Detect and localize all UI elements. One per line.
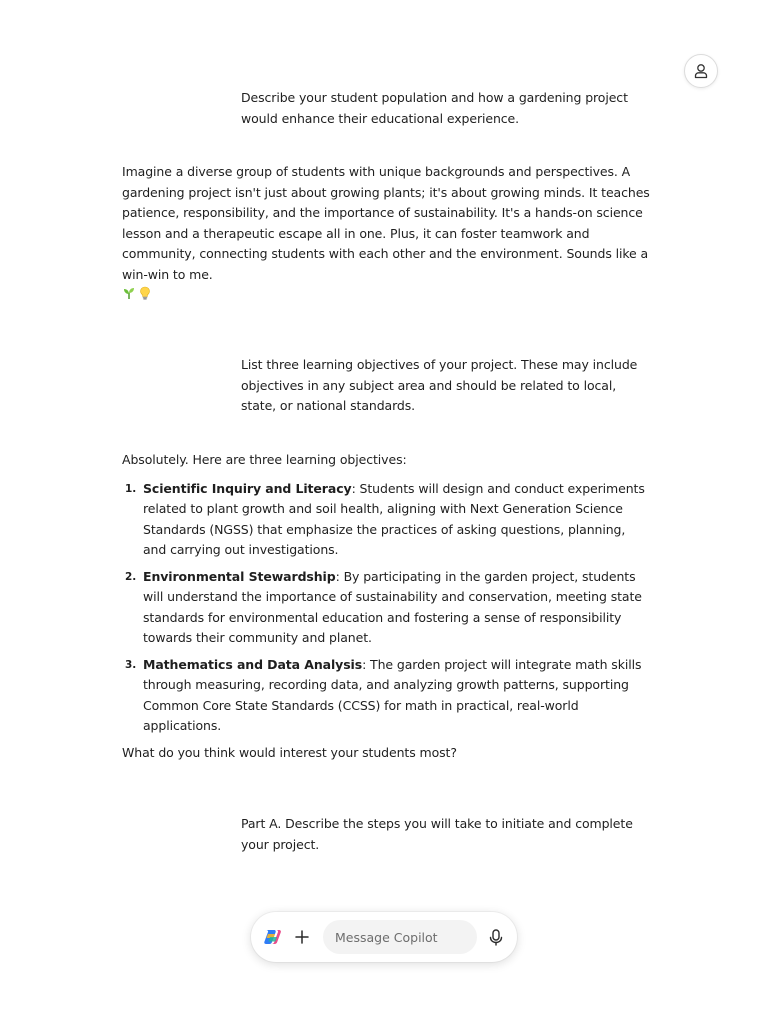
user-message: Describe your student population and how a gardening project would enhance their educational experience. xyxy=(241,90,628,126)
seedling-icon xyxy=(122,286,136,300)
objective-text: : The garden project will integrate math skills through measuring, recording data, and analyzing growth patterns, supporting Common Core State Standards (CCSS) for math in practical, real-world applications. xyxy=(143,656,642,733)
page-bottom-margin xyxy=(0,988,768,1024)
list-item xyxy=(122,655,650,737)
list-number: 3. xyxy=(125,658,137,671)
microphone-button[interactable] xyxy=(485,926,507,948)
message-composer xyxy=(251,912,517,962)
assistant-message xyxy=(122,450,650,763)
user-message: Part A. Describe the steps you will take to initiate and complete your project. xyxy=(241,816,633,852)
profile-button[interactable] xyxy=(684,54,718,88)
list-item xyxy=(122,479,650,561)
objective-text: : By participating in the garden project, students will understand the importance of sustainability and conservation, meeting state standards for environmental education and fostering a sense of responsibility towards their community and planet. xyxy=(143,568,642,645)
plus-icon xyxy=(294,929,310,945)
list-number: 1. xyxy=(125,482,137,495)
assistant-intro: Absolutely. Here are three learning objectives: xyxy=(122,452,407,467)
assistant-message xyxy=(122,162,650,301)
objective-text: : Students will design and conduct experiments related to plant growth and soil health, aligning with Next Generation Science Standards (NGSS) that emphasize the practices of asking questions, planning, and carrying out investigations. xyxy=(143,480,645,557)
person-icon xyxy=(694,63,708,79)
objective-title: Scientific Inquiry and Literacy xyxy=(143,480,352,496)
objective-title: Environmental Stewardship xyxy=(143,568,336,584)
list-item xyxy=(122,567,650,649)
message-input[interactable] xyxy=(323,920,477,954)
objective-title: Mathematics and Data Analysis xyxy=(143,656,363,672)
assistant-message-text: Imagine a diverse group of students with unique backgrounds and perspectives. A gardening project isn't just about growing plants; it's about growing minds. It teaches patience, responsibility, and the importance of sustainability. It's a hands-on science lesson and a therapeutic escape all in one. Plus, it can foster teamwork and community, connecting students with each other and the environment. Sounds like a win-win to me. xyxy=(122,164,650,282)
objectives-list xyxy=(122,479,650,737)
user-message: List three learning objectives of your project. These may include objectives in any subject area and should be related to local, state, or national standards. xyxy=(241,357,638,413)
list-number: 2. xyxy=(125,570,137,583)
copilot-logo-icon[interactable] xyxy=(263,928,283,946)
emoji-row xyxy=(122,285,650,301)
assistant-outro: What do you think would interest your students most? xyxy=(122,744,457,760)
microphone-icon xyxy=(489,929,503,946)
add-button[interactable] xyxy=(291,926,313,948)
lightbulb-icon xyxy=(139,286,151,300)
